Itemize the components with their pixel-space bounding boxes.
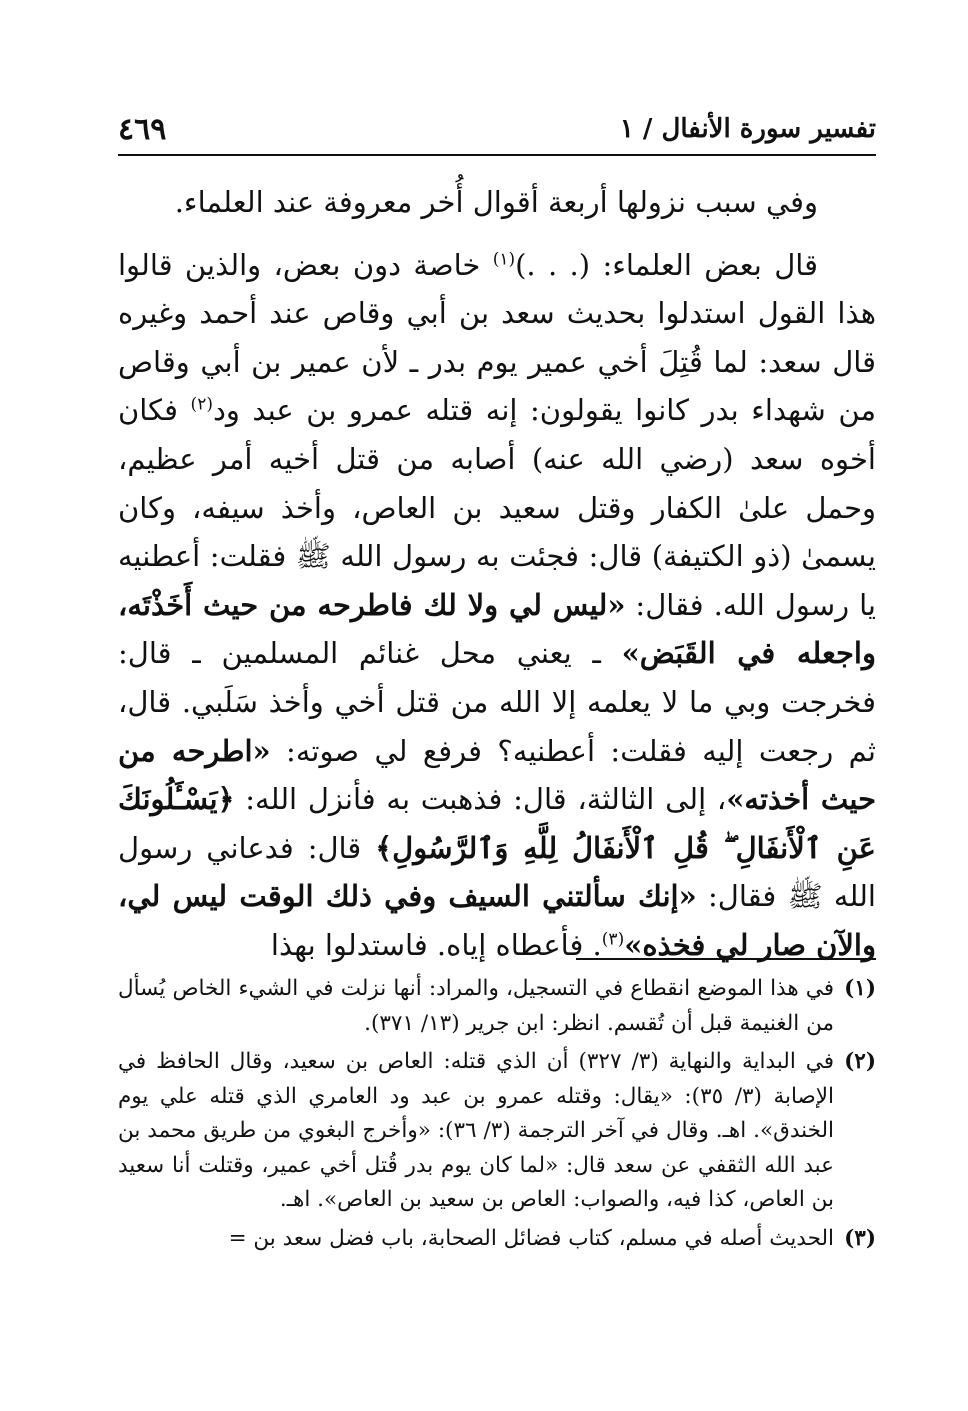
footnote-3 [118, 1222, 876, 1257]
prophet-quote-3: «إنك سألتني السيف وفي ذلك الوقت ليس لي، والآن صار لي فخذه» [118, 879, 876, 962]
text-segment: فكان أخوه سعد (رضي الله عنه) أصابه من قتل أخيه أمر عظيم، وحمل علىٰ الكفار وقتل سعيد بن العاص، وأخذ سيفه، وكان يسمىٰ (ذو الكتيفة) قال: فجئت به رسول الله ﷺ فقلت: أعطنيه يا رسول الله. فقال: [118, 393, 876, 622]
footnote-text: في هذا الموضع انقطاع في التسجيل، والمراد: أنها نزلت في الشيء الخاص يُسأل من الغنيمة قبل أن تُقسم. انظر: ابن جرير (١٣/ ٣٧١). [118, 976, 834, 1036]
footnote-ref-2: (٢) [190, 394, 213, 415]
footnote-text: الحديث أصله في مسلم، كتاب فضائل الصحابة، باب فضل سعد بن = [228, 1225, 834, 1251]
page-header [118, 112, 876, 152]
footnote-2 [118, 1045, 876, 1218]
footnote-number: (١) [844, 976, 876, 1001]
footnote-number: (٢) [844, 1049, 876, 1074]
footnotes [118, 972, 876, 1256]
main-text [118, 178, 876, 970]
prophet-quote-1: «ليس لي ولا لك فاطرحه من حيث أَخَذْتَه، واجعله في القَبَض» [118, 587, 876, 671]
footnote-text: في البداية والنهاية (٣/ ٣٢٧) أن الذي قتله: العاص بن سعيد، وقال الحافظ في الإصابة (٣/ ٣٥): «يقال: وقتله عمرو بن عبد ود العامري الذي قتله علي يوم الخندق». اهـ. وقال في آخر الترجمة (٣/ ٣٦): «وأخرج البغوي من طريق محمد بن عبد الله الثقفي عن سعد قال: «لما كان يوم بدر قُتل أخي عمير، وقتلت أنا سعيد بن العاص، كذا فيه، والصواب: العاص بن سعيد بن العاص». اهـ. [118, 1049, 835, 1212]
running-title: تفسير سورة الأنفال / ١ [619, 114, 876, 144]
footnote-separator [576, 958, 876, 960]
text-segment: ـ يعني محل غنائم المسلمين ـ قال: فخرجت وبي ما لا يعلمه إلا الله من قتل أخي وأخذ سَلَبي. قال، ثم رجعت إليه فقلت: أعطنيه؟ فرفع لي صوته: [118, 636, 876, 768]
prophet-quote-2: «اطرحه من حيث أخذته» [118, 733, 877, 817]
page-number: ٤٦٩ [118, 112, 167, 147]
text-segment: قال: فدعاني رسول الله ﷺ فقال: [118, 830, 876, 914]
text-segment: ، إلى الثالثة، قال: فذهبت به فأنزل الله: [234, 782, 727, 817]
paragraph-intro: وفي سبب نزولها أربعة أقوال أُخر معروفة عند العلماء. [174, 185, 818, 219]
text-segment: . فأعطاه إياه. فاستدلوا بهذا [270, 927, 602, 962]
footnote-number: (٣) [844, 1225, 876, 1251]
paragraph-hadith [118, 241, 876, 970]
footnote-ref-3: (٣) [601, 929, 625, 950]
footnote-1 [118, 972, 876, 1041]
quran-verse: ﴿يَسْـَٔلُونَكَ عَنِ ٱلْأَنفَالِ ۖ قُلِ ٱلْأَنفَالُ لِلَّهِ وَٱلرَّسُولِ﴾ [118, 782, 876, 865]
text-segment: خاصة دون بعض، والذين قالوا هذا القول استدلوا بحديث سعد بن أبي وقاص عند أحمد وغيره قال سعد: لما قُتِلَ أخي عمير يوم بدر ـ لأن عمير بن أبي وقاص من شهداء بدر كانوا يقولون: إنه قتله عمرو بن عبد ود [118, 247, 876, 428]
text-segment: قال بعض العلماء: (. . .) [515, 247, 818, 282]
header-rule [118, 154, 876, 156]
footnote-ref-1: (١) [492, 248, 516, 269]
